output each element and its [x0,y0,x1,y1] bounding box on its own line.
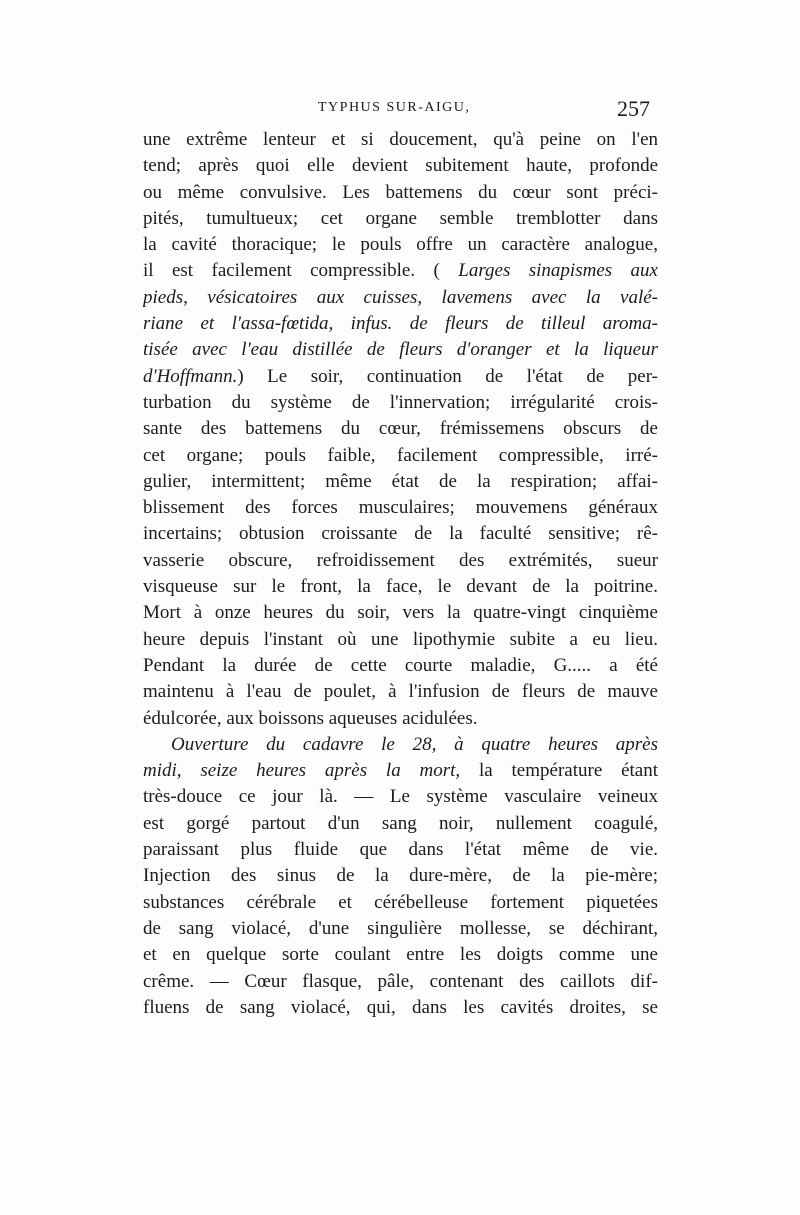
text-line: édulcorée, aux boissons aqueuses acidulées. [143,707,478,729]
text-line: pités, tumultueux; cet organe semble tremblotter dans [143,207,658,229]
italic-fragment: Larges sinapismes aux [458,260,658,282]
text-line-italic [143,337,658,363]
text-line: substances cérébrale et cérébelleuse fortement piquetées [143,891,658,913]
text-line: crême. — Cœur flasque, pâle, contenant des caillots dif- [143,970,658,992]
italic-fragment: pieds, vésicatoires aux cuisses, lavemens avec la valé- [143,286,658,308]
text-line: une extrême lenteur et si doucement, qu'à peine on l'en [143,129,658,150]
text-line: la cavité thoracique; le pouls offre un caractère analogue, [143,234,658,256]
text-line: cet organe; pouls faible, facilement compressible, irré- [143,444,658,466]
text-line-mixed [143,258,658,284]
text-line: ou même convulsive. Les battemens du cœur sont préci- [143,181,658,203]
italic-fragment: Ouverture du cadavre le 28, à quatre heures après [171,733,658,755]
text-line: tend; après quoi elle devient subitement haute, profonde [143,155,658,177]
text-line: paraissant plus fluide que dans l'état même de vie. [143,839,658,861]
text-line: turbation du système de l'innervation; irrégularité crois- [143,391,658,413]
text-line: visqueuse sur le front, la face, le devant de la poitrine. [143,576,658,598]
italic-fragment: tisée avec l'eau distillée de fleurs d'oranger et la liqueur [143,339,658,361]
text-line: incertains; obtusion croissante de la faculté sensitive; rê- [143,523,658,545]
text-line: Pendant la durée de cette courte maladie, G..... a été [143,654,658,676]
text-line: vasserie obscure, refroidissement des extrémités, sueur [143,549,658,571]
text-line: blissement des forces musculaires; mouvemens généraux [143,497,658,519]
text-line-italic [143,311,658,337]
text-line: de sang violacé, d'une singulière mollesse, se déchirant, [143,917,658,939]
text-fragment: la température étant [460,760,658,782]
text-line: heure depuis l'instant où une lipothymie subite a eu lieu. [143,628,658,650]
text-line: très-douce ce jour là. — Le système vasculaire veineux [143,786,658,808]
text-line-mixed [143,758,658,784]
running-title: TYPHUS SUR-AIGU, [318,100,471,115]
text-line: fluens de sang violacé, qui, dans les cavités droites, se [143,996,658,1018]
text-line: Injection des sinus de la dure-mère, de la pie-mère; [143,865,658,887]
text-fragment: ) Le soir, continuation de l'état de per- [237,365,658,387]
text-line-italic [143,732,658,758]
body-text [143,127,658,1021]
text-line-mixed [143,364,658,390]
text-line: Mort à onze heures du soir, vers la quatre-vingt cinquième [143,602,658,624]
italic-fragment: riane et l'assa-fœtida, infus. de fleurs de tilleul aroma- [143,313,658,335]
page-number: 257 [617,96,650,121]
text-fragment: il est facilement compressible. ( [143,260,440,282]
italic-fragment: d'Hoffmann. [143,365,238,387]
text-line: est gorgé partout d'un sang noir, nullement coagulé, [143,812,658,834]
text-line: et en quelque sorte coulant entre les doigts comme une [143,944,658,966]
text-line: gulier, intermittent; même état de la respiration; affai- [143,470,658,492]
text-line-italic [143,285,658,311]
text-line: sante des battemens du cœur, frémissemens obscurs de [143,418,658,440]
italic-fragment: midi, seize heures après la mort, [143,760,461,782]
running-head [0,96,800,124]
text-line: maintenu à l'eau de poulet, à l'infusion de fleurs de mauve [143,681,658,703]
